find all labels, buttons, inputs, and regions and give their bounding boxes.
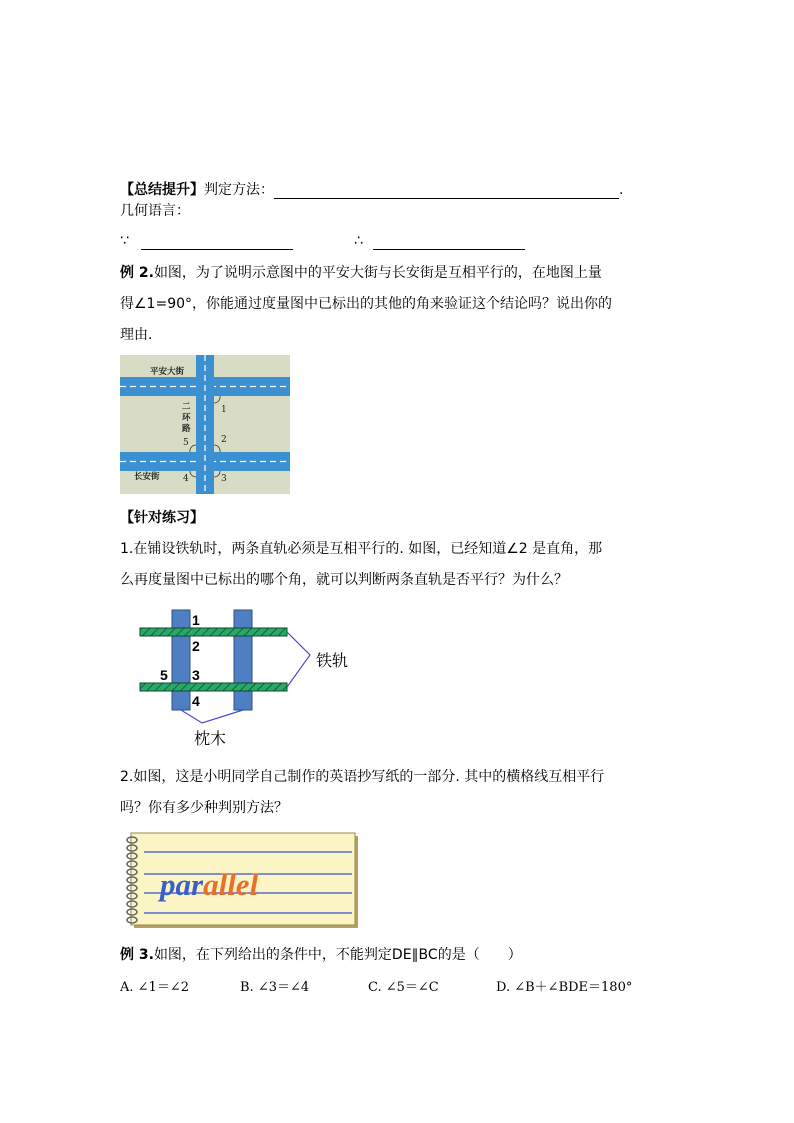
- street-top-label: 平安大街: [150, 367, 185, 377]
- sleeper-right: [234, 610, 252, 710]
- rail-figure: [130, 605, 370, 750]
- method-period: .: [619, 182, 624, 198]
- sleeper-label: 枕木: [194, 729, 227, 748]
- option-c: C. ∠5＝∠C: [368, 980, 439, 995]
- street-bottom-label: 长安街: [134, 472, 160, 482]
- ring-road-char-3: 路: [182, 424, 191, 434]
- example2-line2: 得∠1=90°，你能通过度量图中已标出的其他的角来验证这个结论吗？说出你的: [120, 296, 613, 312]
- rail-bottom: [140, 683, 287, 691]
- rail-angle-1: 1: [192, 612, 200, 628]
- angle-4-label: 4: [183, 474, 189, 484]
- angle-1-label: 1: [221, 405, 227, 415]
- angle-2-label: 2: [221, 435, 227, 445]
- street-map-figure: [120, 355, 290, 494]
- rail-label: 铁轨: [316, 651, 349, 670]
- example3-line: 例 3.如图，在下列给出的条件中，不能判定DE∥BC的是（ ）: [120, 947, 522, 963]
- practice-q2-line2: 吗？你有多少种判别方法？: [120, 800, 288, 816]
- practice-q2-line1: 2.如图，这是小明同学自己制作的英语抄写纸的一部分. 其中的横格线互相平行: [120, 769, 605, 785]
- angle-3-label: 3: [221, 474, 227, 484]
- rail-top: [140, 628, 287, 636]
- because-line: [120, 232, 293, 250]
- therefore-line: [354, 232, 525, 250]
- parallel-word: parallel: [160, 867, 259, 902]
- rail-angle-3: 3: [192, 667, 200, 683]
- example3-label: 例 3.: [120, 947, 154, 963]
- rail-angle-4: 4: [192, 693, 200, 709]
- option-d: D. ∠B＋∠BDE＝180°: [496, 980, 633, 995]
- therefore-symbol: ∴: [354, 233, 363, 249]
- rail-angle-5: 5: [160, 667, 168, 683]
- rail-angle-2: 2: [192, 638, 200, 654]
- option-a: A. ∠1＝∠2: [120, 980, 189, 995]
- example2-label: 例 2.: [120, 265, 154, 281]
- sleeper-left: [172, 610, 190, 710]
- summary-prefix: 【总结提升】: [120, 182, 204, 198]
- practice-q1-line1: 1.在铺设铁轨时，两条直轨必须是互相平行的. 如图，已经知道∠2 是直角，那: [120, 541, 603, 557]
- ring-road-char-2: 环: [182, 413, 191, 423]
- because-blank: [141, 235, 293, 250]
- practice-q1-line2: 么再度量图中已标出的哪个角，就可以判断两条直轨是否平行？为什么？: [120, 572, 568, 588]
- because-symbol: ∵: [120, 233, 129, 249]
- method-label: 判定方法：: [204, 182, 274, 198]
- angle-5-label: 5: [183, 438, 189, 448]
- geo-lang-label: 几何语言：: [120, 203, 190, 219]
- practice-title: 【针对练习】: [120, 510, 204, 526]
- method-blank: [274, 184, 619, 199]
- example2-line3: 理由.: [120, 327, 153, 343]
- summary-line: [120, 181, 623, 199]
- parallel-paper-figure: [122, 830, 360, 930]
- example2-line1: 例 2.如图，为了说明示意图中的平安大街与长安街是互相平行的，在地图上量: [120, 265, 602, 281]
- option-b: B. ∠3＝∠4: [240, 980, 310, 995]
- ring-road-char-1: 二: [182, 402, 191, 412]
- therefore-blank: [373, 235, 525, 250]
